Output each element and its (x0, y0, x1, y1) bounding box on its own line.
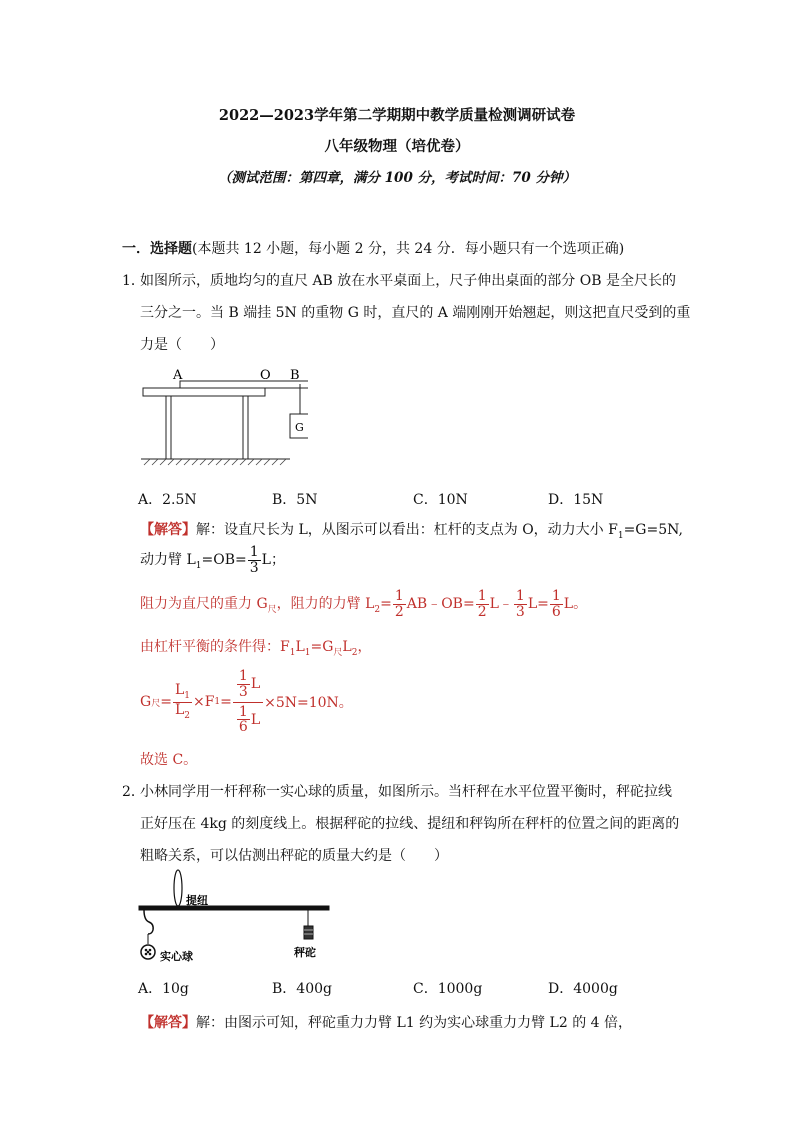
q2-option-a[interactable]: A．10g (138, 981, 189, 997)
q1-option-d[interactable]: D．15N (548, 492, 604, 508)
q2-options (138, 978, 658, 998)
q1-answer-line3: 阻力为直尺的重力 $G_尺$，阻力的力臂 $L_2=$ $\frac{1}{2}$ AB﹣OB= $\frac{1}{2}$ L﹣ $\frac{1}{3}$ L= $\frac{1}{6}$ L。 (140, 588, 588, 620)
label-a: A (173, 368, 183, 383)
fraction-one-third: $\frac{1}{3}$ (249, 544, 259, 576)
section-desc: (本题共 12 小题，每小题 2 分，共 24 分．每小题只有一个选项正确) (192, 241, 625, 257)
answer-tag: 【解答】 (140, 522, 196, 538)
section-label: 一．选择题 (122, 241, 192, 257)
q1-line1: 如图所示，质地均匀的直尺 AB 放在水平桌面上，尺子伸出桌面的部分 OB 是全尺长的 (140, 273, 676, 289)
q1-option-a[interactable]: A．2.5N (138, 492, 197, 508)
answer-tag: 【解答】 (140, 1015, 196, 1031)
complex-fraction: $\frac{1}{3}$ L $\frac{1}{6}$ L (233, 669, 263, 735)
label-b: B (290, 368, 300, 383)
section-heading (122, 238, 624, 258)
q1-answer-line5: G 尺 = $\frac{L_1}{L_2}$ ×F 1 = $\frac{1}{3}$ L $\frac{1}{6}$ L ×5N=10N。 (140, 668, 353, 736)
fraction-one-third-2: $\frac{1}{3}$ (515, 588, 525, 620)
q1-option-c[interactable]: C．10N (413, 492, 468, 508)
q1-answer-line4: 由杠杆平衡的条件得：$F_1L_1=G_尺L_2$， (140, 639, 372, 658)
fraction-one-half: $\frac{1}{2}$ (394, 588, 404, 620)
fraction-one-half-2: $\frac{1}{2}$ (477, 588, 487, 620)
fraction-one-sixth: $\frac{1}{6}$ (551, 588, 561, 620)
label-weight: 秤砣 (294, 946, 316, 959)
q1-options (138, 489, 658, 509)
q2-option-b[interactable]: B．400g (272, 981, 332, 997)
label-tiniu: 提纽 (186, 894, 208, 907)
q2-number: 2． (122, 784, 145, 800)
q2-answer-line1: 【解答】解：由图示可知，秤砣重力力臂 L1 约为实心球重力力臂 L2 的 4 倍， (140, 1015, 633, 1031)
q1-line3: 力是（ ） (140, 337, 224, 353)
label-o: O (260, 368, 271, 383)
q2-line2: 正好压在 4kg 的刻度线上。根据秤砣的拉线、提纽和秤钩所在秤杆的位置之间的距离的 (140, 816, 680, 832)
q2-option-d[interactable]: D．4000g (548, 981, 618, 997)
q1-ruler-figure (138, 364, 308, 470)
exam-subtitle: 八年级物理（培优卷） (324, 138, 470, 155)
label-g: G (295, 421, 304, 434)
exam-title: 2022—2023学年第二学期期中教学质量检测调研试卷 (218, 107, 576, 124)
q2-line3: 粗略关系，可以估测出秤砣的质量大约是（ ） (140, 848, 448, 864)
label-ball: 实心球 (160, 950, 193, 963)
q1-line2: 三分之一。当 B 端挂 5N 的重物 G 时，直尺的 A 端刚刚开始翘起，则这把直尺受到的重 (140, 305, 691, 321)
q1-option-b[interactable]: B．5N (272, 492, 318, 508)
exam-range: （测试范围：第四章，满分 100 分，考试时间：70 分钟） (217, 170, 577, 186)
q2-option-c[interactable]: C．1000g (413, 981, 483, 997)
q2-line1: 小林同学用一杆秤称一实心球的质量，如图所示。当杆秤在水平位置平衡时，秤砣拉线 (140, 784, 672, 800)
q1-answer-line1: 【解答】解：设直尺长为 L，从图示可以看出：杠杆的支点为 O，动力大小 $F_1=G=5N$, (140, 522, 683, 541)
q2-steelyard-figure (136, 868, 336, 966)
q1-conclusion: 故选 C。 (140, 752, 198, 768)
fraction-l1-l2: $\frac{L_1}{L_2}$ (174, 682, 190, 721)
q1-number: 1． (122, 273, 145, 289)
q1-answer-line2: 动力臂 $L_1=OB=$ $\frac{1}{3}$ L； (140, 544, 285, 576)
